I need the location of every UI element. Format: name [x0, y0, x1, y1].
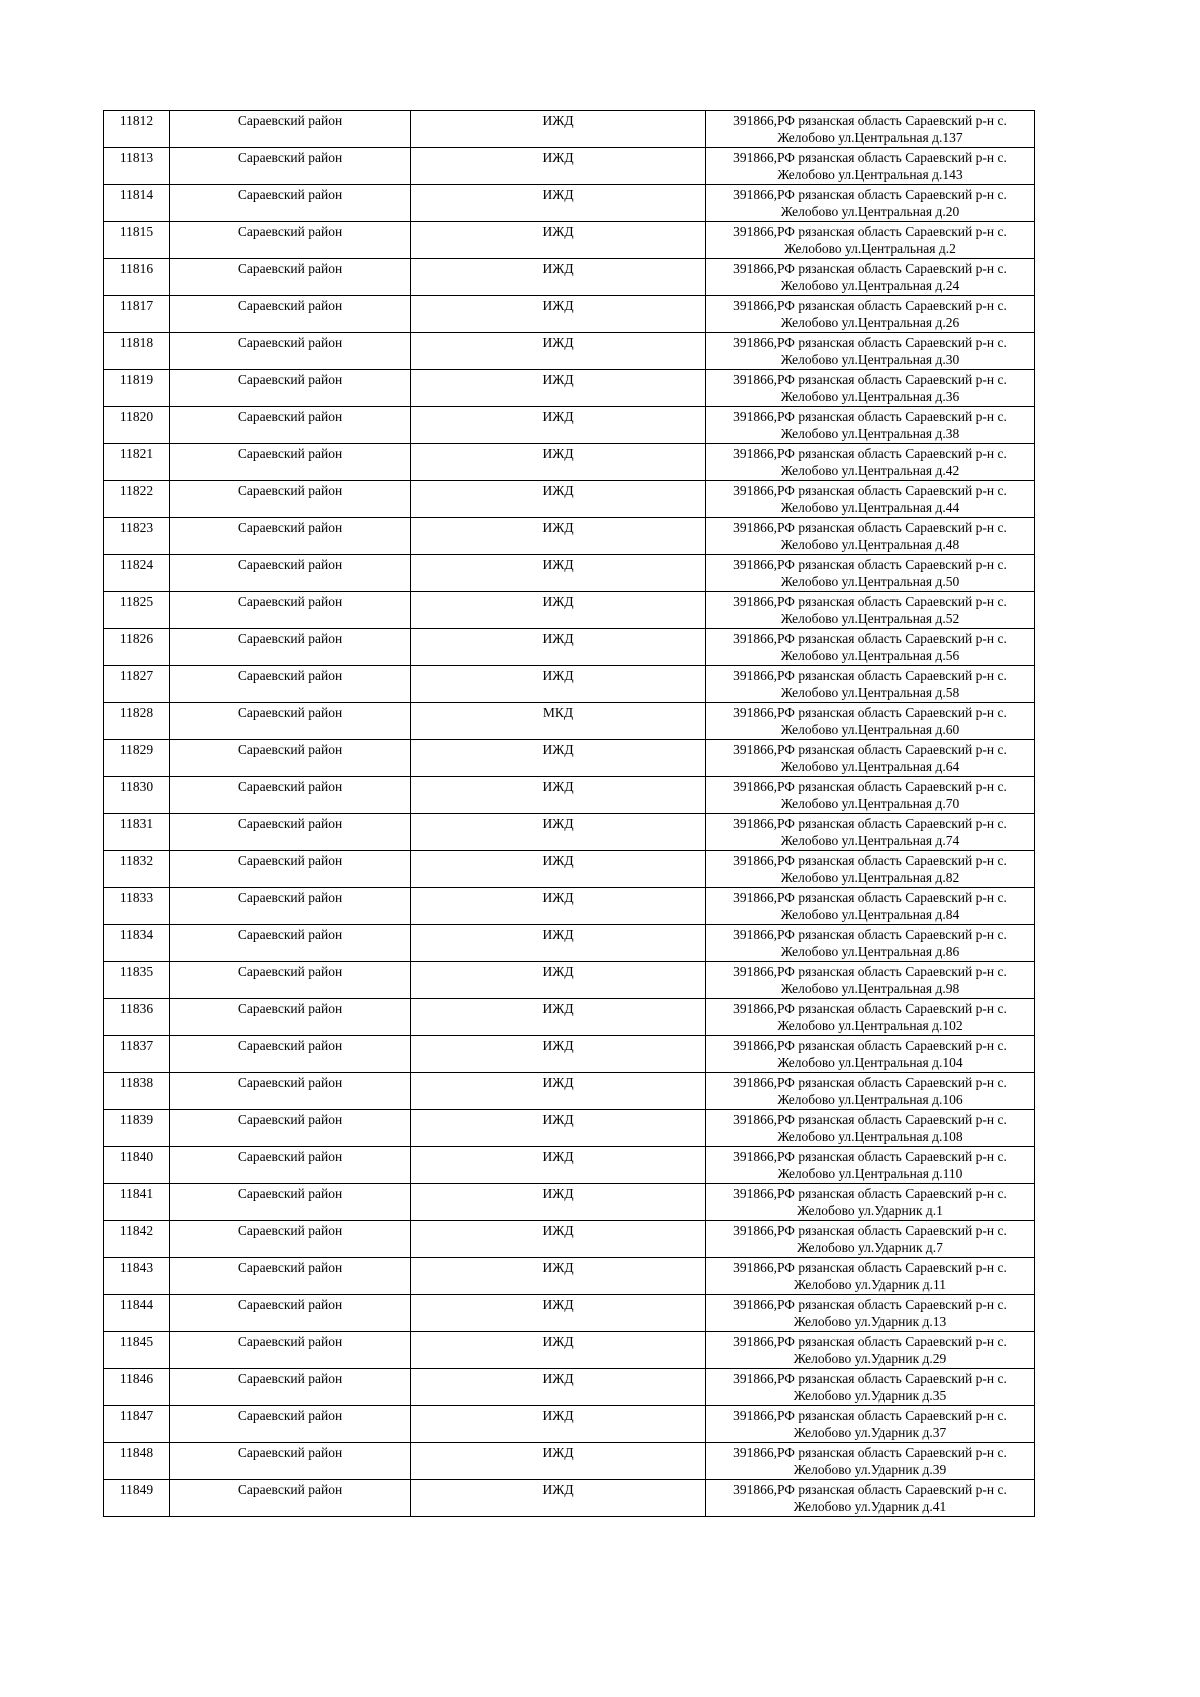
address-cell: 391866,РФ рязанская область Сараевский р-н с. Желобово ул.Центральная д.48: [706, 518, 1035, 555]
housing-type-cell: ИЖД: [411, 333, 706, 370]
district-cell: Сараевский район: [170, 629, 411, 666]
row-number-cell: 11826: [104, 629, 170, 666]
housing-type-cell: ИЖД: [411, 740, 706, 777]
table-row: [104, 370, 1035, 407]
housing-type-cell: ИЖД: [411, 1147, 706, 1184]
address-cell: 391866,РФ рязанская область Сараевский р-н с. Желобово ул.Центральная д.30: [706, 333, 1035, 370]
row-number-cell: 11847: [104, 1406, 170, 1443]
table-row: [104, 1369, 1035, 1406]
district-cell: Сараевский район: [170, 851, 411, 888]
row-number-cell: 11822: [104, 481, 170, 518]
address-cell: 391866,РФ рязанская область Сараевский р-н с. Желобово ул.Центральная д.64: [706, 740, 1035, 777]
table-row: [104, 1036, 1035, 1073]
housing-type-cell: ИЖД: [411, 777, 706, 814]
row-number-cell: 11842: [104, 1221, 170, 1258]
housing-type-cell: ИЖД: [411, 1443, 706, 1480]
row-number-cell: 11812: [104, 111, 170, 148]
row-number-cell: 11828: [104, 703, 170, 740]
address-cell: 391866,РФ рязанская область Сараевский р-н с. Желобово ул.Центральная д.106: [706, 1073, 1035, 1110]
district-cell: Сараевский район: [170, 1110, 411, 1147]
district-cell: Сараевский район: [170, 555, 411, 592]
row-number-cell: 11829: [104, 740, 170, 777]
housing-type-cell: ИЖД: [411, 851, 706, 888]
housing-type-cell: ИЖД: [411, 444, 706, 481]
district-cell: Сараевский район: [170, 925, 411, 962]
address-cell: 391866,РФ рязанская область Сараевский р-н с. Желобово ул.Центральная д.82: [706, 851, 1035, 888]
row-number-cell: 11819: [104, 370, 170, 407]
district-cell: Сараевский район: [170, 111, 411, 148]
row-number-cell: 11824: [104, 555, 170, 592]
row-number-cell: 11813: [104, 148, 170, 185]
address-cell: 391866,РФ рязанская область Сараевский р-н с. Желобово ул.Центральная д.86: [706, 925, 1035, 962]
housing-type-cell: ИЖД: [411, 1369, 706, 1406]
district-cell: Сараевский район: [170, 259, 411, 296]
housing-type-cell: ИЖД: [411, 259, 706, 296]
district-cell: Сараевский район: [170, 740, 411, 777]
address-cell: 391866,РФ рязанская область Сараевский р-н с. Желобово ул.Центральная д.50: [706, 555, 1035, 592]
table-row: [104, 703, 1035, 740]
housing-type-cell: ИЖД: [411, 296, 706, 333]
housing-type-cell: ИЖД: [411, 925, 706, 962]
address-cell: 391866,РФ рязанская область Сараевский р-н с. Желобово ул.Центральная д.70: [706, 777, 1035, 814]
table-row: [104, 1073, 1035, 1110]
table-row: [104, 666, 1035, 703]
address-cell: 391866,РФ рязанская область Сараевский р-н с. Желобово ул.Ударник д.41: [706, 1480, 1035, 1517]
row-number-cell: 11848: [104, 1443, 170, 1480]
district-cell: Сараевский район: [170, 333, 411, 370]
table-row: [104, 111, 1035, 148]
district-cell: Сараевский район: [170, 1147, 411, 1184]
row-number-cell: 11837: [104, 1036, 170, 1073]
table-row: [104, 629, 1035, 666]
district-cell: Сараевский район: [170, 592, 411, 629]
district-cell: Сараевский район: [170, 296, 411, 333]
row-number-cell: 11841: [104, 1184, 170, 1221]
housing-type-cell: ИЖД: [411, 1258, 706, 1295]
row-number-cell: 11817: [104, 296, 170, 333]
row-number-cell: 11843: [104, 1258, 170, 1295]
address-cell: 391866,РФ рязанская область Сараевский р-н с. Желобово ул.Центральная д.38: [706, 407, 1035, 444]
housing-type-cell: ИЖД: [411, 1406, 706, 1443]
table-row: [104, 222, 1035, 259]
district-cell: Сараевский район: [170, 703, 411, 740]
housing-type-cell: ИЖД: [411, 185, 706, 222]
housing-type-cell: ИЖД: [411, 1036, 706, 1073]
housing-type-cell: ИЖД: [411, 1295, 706, 1332]
table-row: [104, 481, 1035, 518]
table-row: [104, 444, 1035, 481]
housing-type-cell: ИЖД: [411, 629, 706, 666]
district-cell: Сараевский район: [170, 185, 411, 222]
district-cell: Сараевский район: [170, 148, 411, 185]
table-row: [104, 259, 1035, 296]
district-cell: Сараевский район: [170, 518, 411, 555]
table-row: [104, 185, 1035, 222]
district-cell: Сараевский район: [170, 814, 411, 851]
table-row: [104, 333, 1035, 370]
housing-type-cell: ИЖД: [411, 1110, 706, 1147]
table-row: [104, 592, 1035, 629]
district-cell: Сараевский район: [170, 962, 411, 999]
housing-type-cell: ИЖД: [411, 555, 706, 592]
housing-type-cell: МКД: [411, 703, 706, 740]
housing-type-cell: ИЖД: [411, 1332, 706, 1369]
housing-type-cell: ИЖД: [411, 592, 706, 629]
address-cell: 391866,РФ рязанская область Сараевский р-н с. Желобово ул.Центральная д.26: [706, 296, 1035, 333]
row-number-cell: 11833: [104, 888, 170, 925]
table-row: [104, 740, 1035, 777]
housing-type-cell: ИЖД: [411, 814, 706, 851]
row-number-cell: 11816: [104, 259, 170, 296]
table-row: [104, 925, 1035, 962]
table-row: [104, 1406, 1035, 1443]
table-row: [104, 962, 1035, 999]
address-cell: 391866,РФ рязанская область Сараевский р-н с. Желобово ул.Центральная д.98: [706, 962, 1035, 999]
address-cell: 391866,РФ рязанская область Сараевский р-н с. Желобово ул.Центральная д.84: [706, 888, 1035, 925]
row-number-cell: 11839: [104, 1110, 170, 1147]
address-cell: 391866,РФ рязанская область Сараевский р-н с. Желобово ул.Ударник д.29: [706, 1332, 1035, 1369]
address-cell: 391866,РФ рязанская область Сараевский р-н с. Желобово ул.Центральная д.2: [706, 222, 1035, 259]
district-cell: Сараевский район: [170, 999, 411, 1036]
row-number-cell: 11846: [104, 1369, 170, 1406]
table-row: [104, 999, 1035, 1036]
address-cell: 391866,РФ рязанская область Сараевский р-н с. Желобово ул.Центральная д.58: [706, 666, 1035, 703]
address-cell: 391866,РФ рязанская область Сараевский р-н с. Желобово ул.Центральная д.104: [706, 1036, 1035, 1073]
table-row: [104, 888, 1035, 925]
housing-type-cell: ИЖД: [411, 481, 706, 518]
table-row: [104, 1147, 1035, 1184]
district-cell: Сараевский район: [170, 888, 411, 925]
district-cell: Сараевский район: [170, 1184, 411, 1221]
address-cell: 391866,РФ рязанская область Сараевский р-н с. Желобово ул.Центральная д.137: [706, 111, 1035, 148]
district-cell: Сараевский район: [170, 481, 411, 518]
housing-type-cell: ИЖД: [411, 1480, 706, 1517]
housing-type-cell: ИЖД: [411, 666, 706, 703]
district-cell: Сараевский район: [170, 777, 411, 814]
housing-type-cell: ИЖД: [411, 962, 706, 999]
housing-type-cell: ИЖД: [411, 999, 706, 1036]
table-row: [104, 1443, 1035, 1480]
address-cell: 391866,РФ рязанская область Сараевский р-н с. Желобово ул.Ударник д.7: [706, 1221, 1035, 1258]
table-row: [104, 1184, 1035, 1221]
address-cell: 391866,РФ рязанская область Сараевский р-н с. Желобово ул.Центральная д.56: [706, 629, 1035, 666]
row-number-cell: 11849: [104, 1480, 170, 1517]
address-cell: 391866,РФ рязанская область Сараевский р-н с. Желобово ул.Ударник д.1: [706, 1184, 1035, 1221]
district-cell: Сараевский район: [170, 1295, 411, 1332]
row-number-cell: 11840: [104, 1147, 170, 1184]
table-row: [104, 1480, 1035, 1517]
address-cell: 391866,РФ рязанская область Сараевский р-н с. Желобово ул.Центральная д.102: [706, 999, 1035, 1036]
table-row: [104, 777, 1035, 814]
table-row: [104, 1258, 1035, 1295]
row-number-cell: 11845: [104, 1332, 170, 1369]
address-cell: 391866,РФ рязанская область Сараевский р-н с. Желобово ул.Центральная д.20: [706, 185, 1035, 222]
row-number-cell: 11818: [104, 333, 170, 370]
district-cell: Сараевский район: [170, 1221, 411, 1258]
district-cell: Сараевский район: [170, 1258, 411, 1295]
table-row: [104, 1110, 1035, 1147]
district-cell: Сараевский район: [170, 444, 411, 481]
district-cell: Сараевский район: [170, 1480, 411, 1517]
table-row: [104, 296, 1035, 333]
district-cell: Сараевский район: [170, 1036, 411, 1073]
address-cell: 391866,РФ рязанская область Сараевский р-н с. Желобово ул.Центральная д.143: [706, 148, 1035, 185]
housing-type-cell: ИЖД: [411, 1073, 706, 1110]
row-number-cell: 11830: [104, 777, 170, 814]
address-cell: 391866,РФ рязанская область Сараевский р-н с. Желобово ул.Центральная д.74: [706, 814, 1035, 851]
row-number-cell: 11821: [104, 444, 170, 481]
address-cell: 391866,РФ рязанская область Сараевский р-н с. Желобово ул.Ударник д.39: [706, 1443, 1035, 1480]
district-cell: Сараевский район: [170, 407, 411, 444]
address-cell: 391866,РФ рязанская область Сараевский р-н с. Желобово ул.Ударник д.37: [706, 1406, 1035, 1443]
address-cell: 391866,РФ рязанская область Сараевский р-н с. Желобово ул.Центральная д.108: [706, 1110, 1035, 1147]
row-number-cell: 11823: [104, 518, 170, 555]
table-row: [104, 555, 1035, 592]
table-row: [104, 814, 1035, 851]
address-cell: 391866,РФ рязанская область Сараевский р-н с. Желобово ул.Центральная д.24: [706, 259, 1035, 296]
district-cell: Сараевский район: [170, 1369, 411, 1406]
district-cell: Сараевский район: [170, 222, 411, 259]
row-number-cell: 11844: [104, 1295, 170, 1332]
row-number-cell: 11820: [104, 407, 170, 444]
row-number-cell: 11827: [104, 666, 170, 703]
row-number-cell: 11815: [104, 222, 170, 259]
address-cell: 391866,РФ рязанская область Сараевский р-н с. Желобово ул.Центральная д.42: [706, 444, 1035, 481]
table-row: [104, 1221, 1035, 1258]
housing-type-cell: ИЖД: [411, 407, 706, 444]
table-row: [104, 518, 1035, 555]
district-cell: Сараевский район: [170, 1406, 411, 1443]
row-number-cell: 11832: [104, 851, 170, 888]
district-cell: Сараевский район: [170, 370, 411, 407]
address-cell: 391866,РФ рязанская область Сараевский р-н с. Желобово ул.Ударник д.13: [706, 1295, 1035, 1332]
housing-type-cell: ИЖД: [411, 1221, 706, 1258]
district-cell: Сараевский район: [170, 666, 411, 703]
row-number-cell: 11836: [104, 999, 170, 1036]
row-number-cell: 11814: [104, 185, 170, 222]
housing-type-cell: ИЖД: [411, 888, 706, 925]
row-number-cell: 11825: [104, 592, 170, 629]
district-cell: Сараевский район: [170, 1332, 411, 1369]
address-cell: 391866,РФ рязанская область Сараевский р-н с. Желобово ул.Центральная д.44: [706, 481, 1035, 518]
table-row: [104, 1295, 1035, 1332]
housing-type-cell: ИЖД: [411, 111, 706, 148]
housing-type-cell: ИЖД: [411, 222, 706, 259]
address-cell: 391866,РФ рязанская область Сараевский р-н с. Желобово ул.Ударник д.11: [706, 1258, 1035, 1295]
address-cell: 391866,РФ рязанская область Сараевский р-н с. Желобово ул.Ударник д.35: [706, 1369, 1035, 1406]
address-cell: 391866,РФ рязанская область Сараевский р-н с. Желобово ул.Центральная д.60: [706, 703, 1035, 740]
row-number-cell: 11831: [104, 814, 170, 851]
housing-type-cell: ИЖД: [411, 518, 706, 555]
table-row: [104, 1332, 1035, 1369]
row-number-cell: 11835: [104, 962, 170, 999]
district-cell: Сараевский район: [170, 1073, 411, 1110]
table-row: [104, 851, 1035, 888]
housing-type-cell: ИЖД: [411, 370, 706, 407]
table-row: [104, 407, 1035, 444]
housing-type-cell: ИЖД: [411, 1184, 706, 1221]
housing-type-cell: ИЖД: [411, 148, 706, 185]
address-cell: 391866,РФ рязанская область Сараевский р-н с. Желобово ул.Центральная д.110: [706, 1147, 1035, 1184]
district-cell: Сараевский район: [170, 1443, 411, 1480]
table-body: [104, 111, 1035, 1517]
address-cell: 391866,РФ рязанская область Сараевский р-н с. Желобово ул.Центральная д.36: [706, 370, 1035, 407]
address-cell: 391866,РФ рязанская область Сараевский р-н с. Желобово ул.Центральная д.52: [706, 592, 1035, 629]
housing-table: [103, 110, 1035, 1517]
row-number-cell: 11838: [104, 1073, 170, 1110]
row-number-cell: 11834: [104, 925, 170, 962]
table-row: [104, 148, 1035, 185]
